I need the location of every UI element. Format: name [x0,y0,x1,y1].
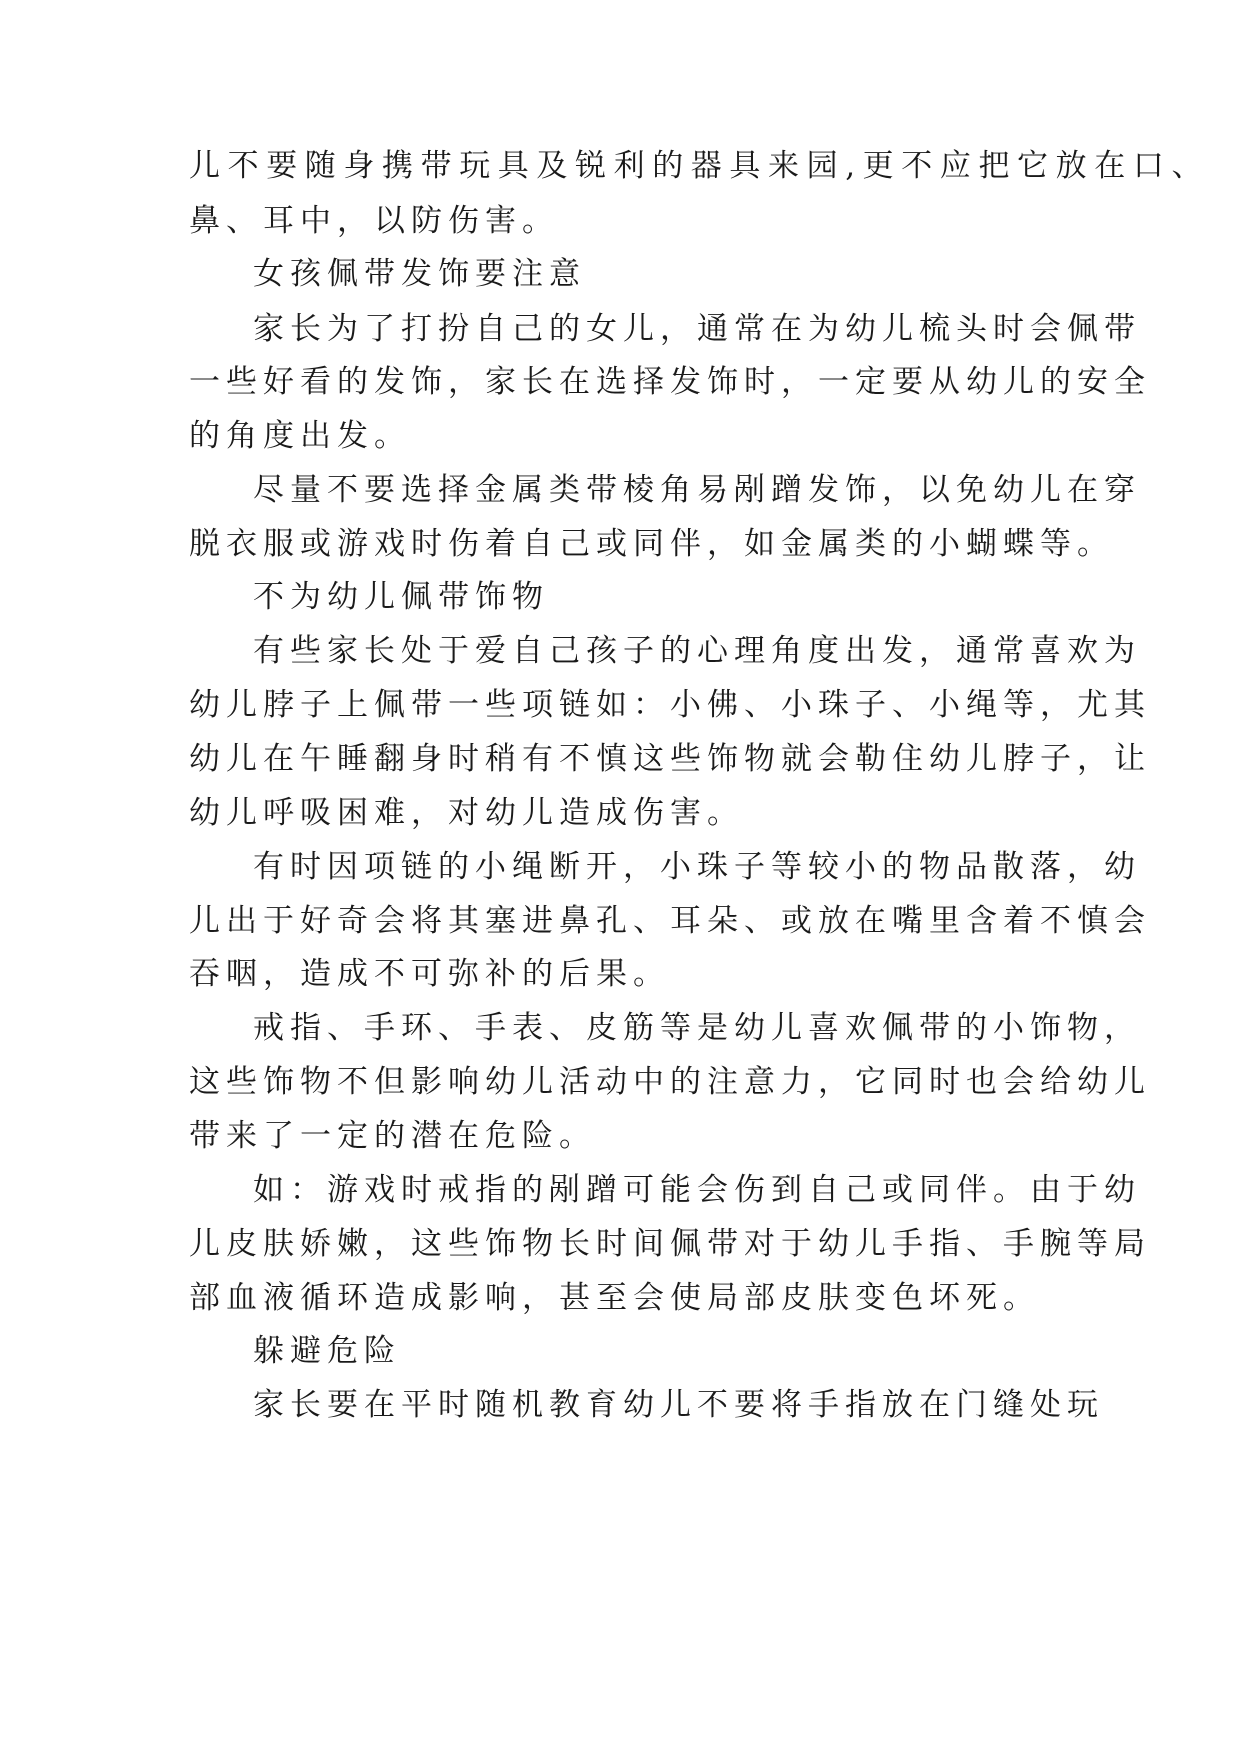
text-line-20: 如：游戏时戒指的剐蹭可能会伤到自己或同伴。由于幼 [253,1172,1141,1208]
text-line-18: 这些饰物不但影响幼儿活动中的注意力，它同时也会给幼儿 [189,1064,1151,1100]
text-line-2: 鼻、耳中，以防伤害。 [189,203,559,239]
text-line-4: 家长为了打扮自己的女儿，通常在为幼儿梳头时会佩带 [253,311,1141,347]
text-line-19: 带来了一定的潜在危险。 [189,1118,596,1154]
text-line-8: 脱衣服或游戏时伤着自己或同伴，如金属类的小蝴蝶等。 [189,526,1114,562]
text-line-21: 儿皮肤娇嫩，这些饰物长时间佩带对于幼儿手指、手腕等局 [189,1226,1151,1262]
text-line-10: 有些家长处于爱自己孩子的心理角度出发，通常喜欢为 [253,633,1141,669]
text-line-6: 的角度出发。 [189,418,411,454]
text-line-7: 尽量不要选择金属类带棱角易剐蹭发饰，以免幼儿在穿 [253,472,1141,508]
text-line-22: 部血液循环造成影响，甚至会使局部皮肤变色坏死。 [189,1280,1040,1316]
text-line-12: 幼儿在午睡翻身时稍有不慎这些饰物就会勒住幼儿脖子，让 [189,741,1151,777]
text-line-17: 戒指、手环、手表、皮筋等是幼儿喜欢佩带的小饰物， [253,1010,1141,1046]
text-line-16: 吞咽，造成不可弥补的后果。 [189,956,670,992]
text-line-11: 幼儿脖子上佩带一些项链如：小佛、小珠子、小绳等，尤其 [189,687,1151,723]
section-heading-no-ornaments: 不为幼儿佩带饰物 [253,579,549,615]
text-line-15: 儿出于好奇会将其塞进鼻孔、耳朵、或放在嘴里含着不慎会 [189,903,1151,939]
text-line-1: 儿不要随身携带玩具及锐利的器具来园,更不应把它放在口、 [189,148,1211,184]
section-heading-hair-accessories: 女孩佩带发饰要注意 [253,256,586,292]
section-heading-avoid-danger: 躲避危险 [253,1333,401,1369]
text-line-13: 幼儿呼吸困难，对幼儿造成伤害。 [189,795,744,831]
text-line-24: 家长要在平时随机教育幼儿不要将手指放在门缝处玩 [253,1387,1104,1423]
text-line-5: 一些好看的发饰，家长在选择发饰时，一定要从幼儿的安全 [189,364,1151,400]
text-line-14: 有时因项链的小绳断开，小珠子等较小的物品散落，幼 [253,849,1141,885]
